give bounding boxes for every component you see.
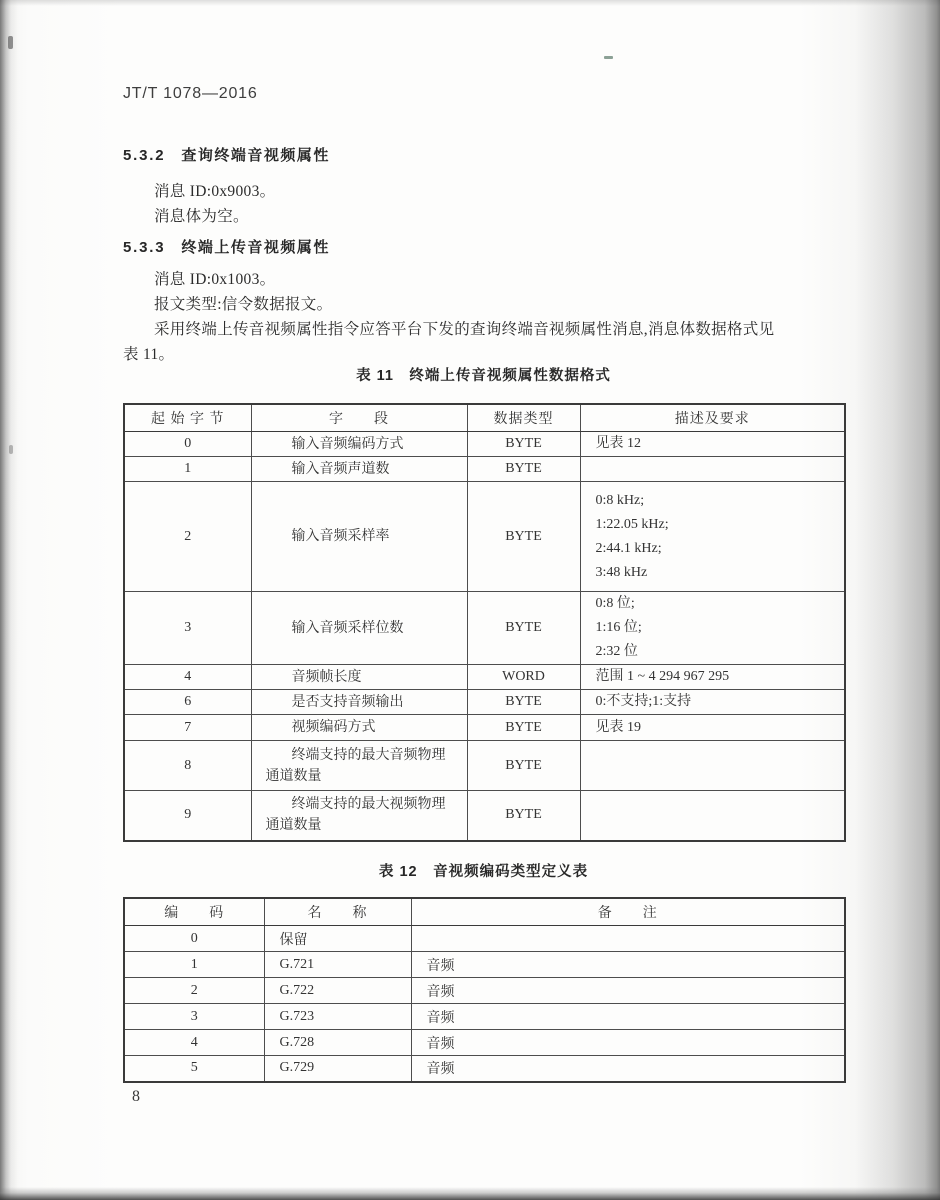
table-row: [124, 432, 845, 457]
cell-data-type: BYTE: [467, 592, 580, 665]
cell-name: G.723: [264, 1004, 411, 1030]
cell-code: 4: [124, 1030, 264, 1056]
table12-codec-types: [123, 897, 846, 1083]
table-row: [124, 592, 845, 665]
desc-line: 0:8 位;: [595, 596, 635, 611]
col-header-note: 备 注: [411, 898, 845, 926]
desc-line: 2:44.1 kHz;: [595, 540, 662, 556]
desc-line: 1:16 位;: [595, 620, 642, 635]
col-header-description: 描述及要求: [580, 404, 845, 432]
table11-header: [124, 404, 845, 432]
cell-code: 0: [124, 926, 264, 952]
scan-speck: [9, 445, 13, 454]
scan-edge-right: [855, 0, 940, 1200]
desc-line: 2:32 位: [595, 644, 638, 659]
cell-note: 音频: [411, 1004, 845, 1030]
col-header-start-byte: 起 始 字 节: [124, 404, 251, 432]
desc-line: 范围 1 ~ 4 294 967 295: [595, 669, 730, 684]
cell-start-byte: 9: [124, 791, 251, 841]
section-heading-5-3-2: [123, 144, 844, 165]
desc-line: 3:48 kHz: [595, 564, 648, 580]
cell-field: 输入音频采样率: [251, 482, 467, 592]
cell-description: [580, 715, 845, 741]
cell-start-byte: 3: [124, 592, 251, 665]
section-number: 5.3.2: [123, 147, 166, 164]
table-row: [124, 978, 845, 1004]
cell-code: 1: [124, 952, 264, 978]
cell-code: 3: [124, 1004, 264, 1030]
cell-description: [580, 690, 845, 715]
cell-start-byte: 1: [124, 457, 251, 482]
cell-note: 音频: [411, 978, 845, 1004]
cell-start-byte: 8: [124, 741, 251, 791]
paragraph-packet-type: 报文类型:信令数据报文。: [154, 296, 333, 313]
cell-description: [580, 665, 845, 690]
cell-field: 终端支持的最大视频物理通道数量: [251, 791, 467, 841]
table-header-row: [124, 898, 845, 926]
cell-data-type: BYTE: [467, 457, 580, 482]
cell-note: [411, 926, 845, 952]
scan-edge-left: [0, 0, 18, 1200]
paragraph-empty-body: 消息体为空。: [154, 208, 249, 225]
table-row: [124, 791, 845, 841]
cell-field: 终端支持的最大音频物理通道数量: [251, 741, 467, 791]
cell-description: [580, 457, 845, 482]
table-row: [124, 690, 845, 715]
page-number: 8: [132, 1088, 140, 1105]
table-row: [124, 715, 845, 741]
cell-data-type: BYTE: [467, 432, 580, 457]
cell-name: G.721: [264, 952, 411, 978]
table12-header: [124, 898, 845, 926]
cell-start-byte: 6: [124, 690, 251, 715]
cell-data-type: BYTE: [467, 482, 580, 592]
desc-line: 见表 19: [595, 719, 641, 735]
desc-line: 0:8 kHz;: [595, 492, 645, 508]
table-row: [124, 741, 845, 791]
cell-field: 输入音频编码方式: [251, 432, 467, 457]
col-header-code: 编 码: [124, 898, 264, 926]
cell-name: G.728: [264, 1030, 411, 1056]
table-row: [124, 482, 845, 592]
paragraph-description-line1: 采用终端上传音视频属性指令应答平台下发的查询终端音视频属性消息,消息体数据格式见: [154, 321, 775, 338]
table-row: [124, 1004, 845, 1030]
paragraph-description-line2: 表 11。: [123, 346, 175, 363]
scan-speck: [8, 36, 13, 49]
cell-name: 保留: [264, 926, 411, 952]
table11-caption: 表 11 终端上传音视频属性数据格式: [356, 368, 611, 384]
section-heading-5-3-3: [123, 236, 844, 257]
cell-start-byte: 4: [124, 665, 251, 690]
desc-line: 见表 12: [595, 436, 641, 451]
cell-field: 是否支持音频输出: [251, 690, 467, 715]
table-header-row: [124, 404, 845, 432]
cell-code: 5: [124, 1056, 264, 1082]
standard-number: JT/T 1078—2016: [123, 85, 258, 102]
cell-note: 音频: [411, 1030, 845, 1056]
cell-field: 音频帧长度: [251, 665, 467, 690]
scan-edge-top: [0, 0, 940, 6]
section-title: 查询终端音视频属性: [181, 147, 330, 164]
table-row: [124, 926, 845, 952]
col-header-name: 名 称: [264, 898, 411, 926]
cell-code: 2: [124, 978, 264, 1004]
cell-start-byte: 7: [124, 715, 251, 741]
cell-description: [580, 432, 845, 457]
cell-data-type: BYTE: [467, 715, 580, 741]
cell-field: 视频编码方式: [251, 715, 467, 741]
cell-start-byte: 2: [124, 482, 251, 592]
table-row: [124, 1056, 845, 1082]
cell-data-type: BYTE: [467, 690, 580, 715]
cell-data-type: WORD: [467, 665, 580, 690]
cell-note: 音频: [411, 952, 845, 978]
paragraph-message-id-1003: 消息 ID:0x1003。: [154, 271, 276, 288]
cell-data-type: BYTE: [467, 791, 580, 841]
table-row: [124, 952, 845, 978]
cell-note: 音频: [411, 1056, 845, 1082]
col-header-data-type: 数据类型: [467, 404, 580, 432]
table-row: [124, 457, 845, 482]
cell-description: [580, 791, 845, 841]
cell-field: 输入音频采样位数: [251, 592, 467, 665]
table-row: [124, 1030, 845, 1056]
paragraph-message-id-9003: 消息 ID:0x9003。: [154, 183, 276, 200]
cell-description: [580, 741, 845, 791]
cell-description: [580, 592, 845, 665]
cell-start-byte: 0: [124, 432, 251, 457]
cell-description: [580, 482, 845, 592]
desc-line: 1:22.05 kHz;: [595, 516, 669, 532]
desc-line: 0:不支持;1:支持: [595, 694, 692, 709]
cell-field: 输入音频声道数: [251, 457, 467, 482]
table11-audio-video-attributes: [123, 403, 846, 842]
cell-name: G.722: [264, 978, 411, 1004]
scan-edge-bottom: [0, 1187, 940, 1200]
section-number: 5.3.3: [123, 239, 166, 256]
col-header-field: 字 段: [251, 404, 467, 432]
cell-name: G.729: [264, 1056, 411, 1082]
table-row: [124, 665, 845, 690]
cell-data-type: BYTE: [467, 741, 580, 791]
table12-caption: 表 12 音视频编码类型定义表: [378, 864, 589, 880]
scan-speck: [604, 56, 613, 59]
section-title: 终端上传音视频属性: [181, 239, 330, 256]
